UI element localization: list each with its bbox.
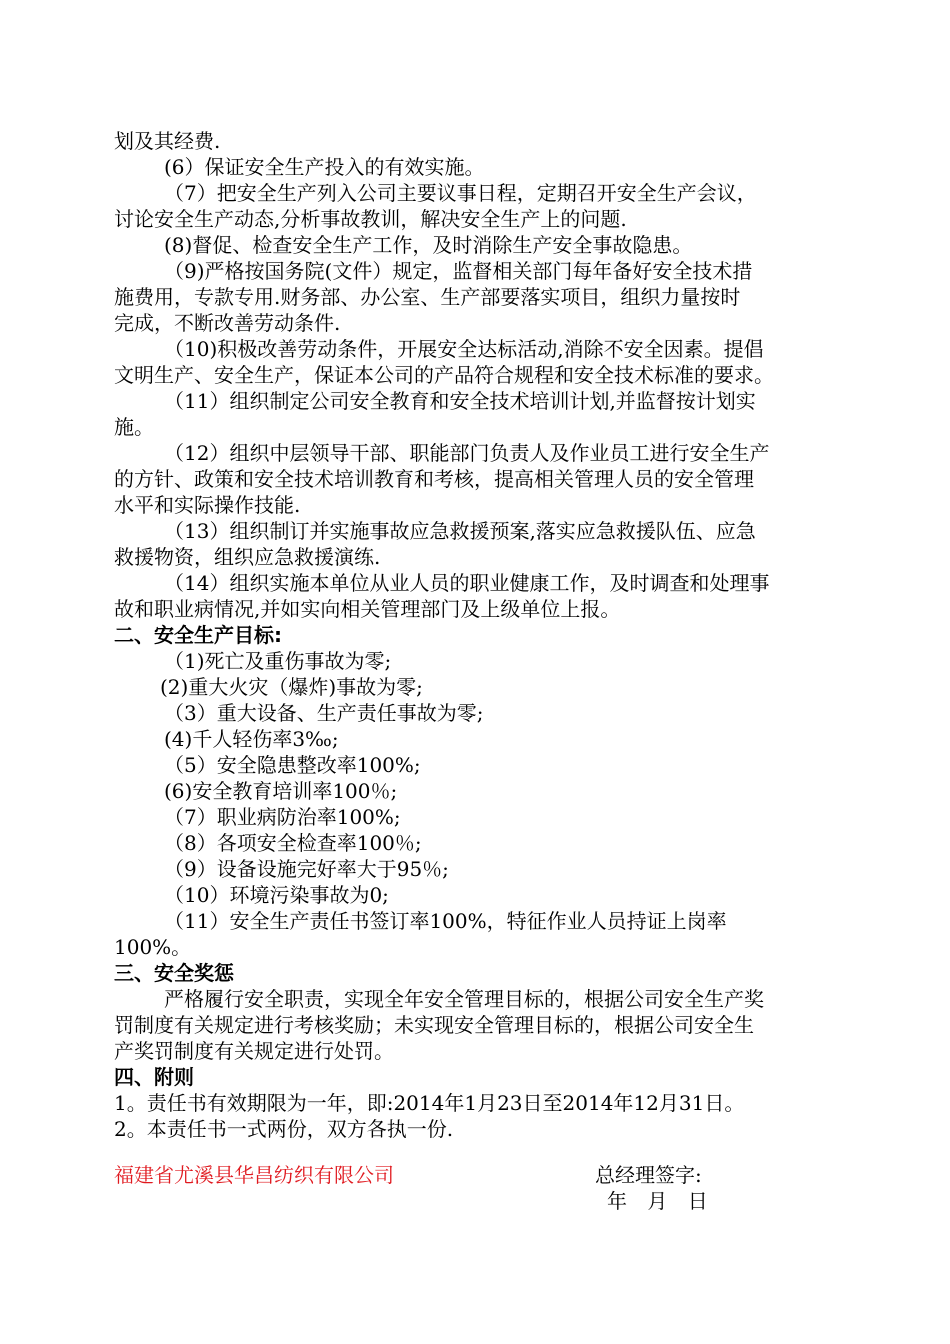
text-line: （10）环境污染事故为0; (164, 883, 389, 907)
text-line: 严格履行安全职责，实现全年安全管理目标的，根据公司安全生产奖 (164, 987, 764, 1011)
text-line: (6)安全教育培训率100％; (164, 779, 398, 803)
text-line: （7）职业病防治率100%; (164, 805, 401, 829)
text-line: （7）把安全生产列入公司主要议事日程，定期召开安全生产会议， (164, 181, 757, 205)
text-line: (8)督促、检查安全生产工作，及时消除生产安全事故隐患。 (164, 233, 693, 257)
text-line: 的方针、政策和安全技术培训教育和考核，提高相关管理人员的安全管理 (114, 467, 754, 491)
text-line: （8）各项安全检查率100％; (164, 831, 422, 855)
text-line: 救援物资，组织应急救援演练. (114, 545, 381, 569)
section-heading-appendix: 四、附则 (114, 1065, 194, 1089)
text-line: 2。本责任书一式两份，双方各执一份. (114, 1117, 454, 1141)
text-line: （11）组织制定公司安全教育和安全技术培训计划,并监督按计划实 (164, 389, 756, 413)
text-line: 1。责任书有效期限为一年，即:2014年1月23日至2014年12月31日。 (114, 1091, 745, 1115)
text-line: 讨论安全生产动态,分析事故教训，解决安全生产上的问题. (114, 207, 627, 231)
text-line: 文明生产、安全生产，保证本公司的产品符合规程和安全技术标准的要求。 (114, 363, 774, 387)
date-line: 年 月 日 (607, 1189, 708, 1213)
text-line: （11）安全生产责任书签订率100%，特征作业人员持证上岗率 (164, 909, 727, 933)
text-line: 水平和实际操作技能. (114, 493, 301, 517)
text-line: 产奖罚制度有关规定进行处罚。 (114, 1039, 394, 1063)
text-line: 100%。 (114, 935, 192, 959)
text-line: 完成，不断改善劳动条件. (114, 311, 341, 335)
text-line: （1)死亡及重伤事故为零; (164, 649, 392, 673)
text-line: （9)严格按国务院(文件）规定，监督相关部门每年备好安全技术措 (164, 259, 753, 283)
section-heading-rewards: 三、安全奖惩 (114, 961, 234, 985)
text-line: （13）组织制订并实施事故应急救援预案,落实应急救援队伍、应急 (164, 519, 756, 543)
text-line: (6）保证安全生产投入的有效实施。 (164, 155, 485, 179)
text-line: 划及其经费. (114, 129, 221, 153)
company-name: 福建省尤溪县华昌纺织有限公司 (114, 1163, 394, 1187)
text-line: （9）设备设施完好率大于95％; (164, 857, 449, 881)
signature-label: 总经理签字: (595, 1163, 702, 1187)
text-line: （10)积极改善劳动条件，开展安全达标活动,消除不安全因素。提倡 (164, 337, 764, 361)
text-line: 故和职业病情况,并如实向相关管理部门及上级单位上报。 (114, 597, 621, 621)
text-line: （14）组织实施本单位从业人员的职业健康工作，及时调查和处理事 (164, 571, 770, 595)
text-line: （3）重大设备、生产责任事故为零; (164, 701, 484, 725)
text-line: (4)千人轻伤率3‰; (164, 727, 339, 751)
text-line: （5）安全隐患整改率100%; (164, 753, 421, 777)
text-line: 施费用，专款专用.财务部、办公室、生产部要落实项目，组织力量按时 (114, 285, 741, 309)
text-line: 施。 (114, 415, 154, 439)
text-line: （12）组织中层领导干部、职能部门负责人及作业员工进行安全生产 (164, 441, 770, 465)
text-line: 罚制度有关规定进行考核奖励；未实现安全管理目标的，根据公司安全生 (114, 1013, 754, 1037)
text-line: (2)重大火灾（爆炸)事故为零; (160, 675, 423, 699)
section-heading-targets: 二、安全生产目标: (114, 623, 282, 647)
